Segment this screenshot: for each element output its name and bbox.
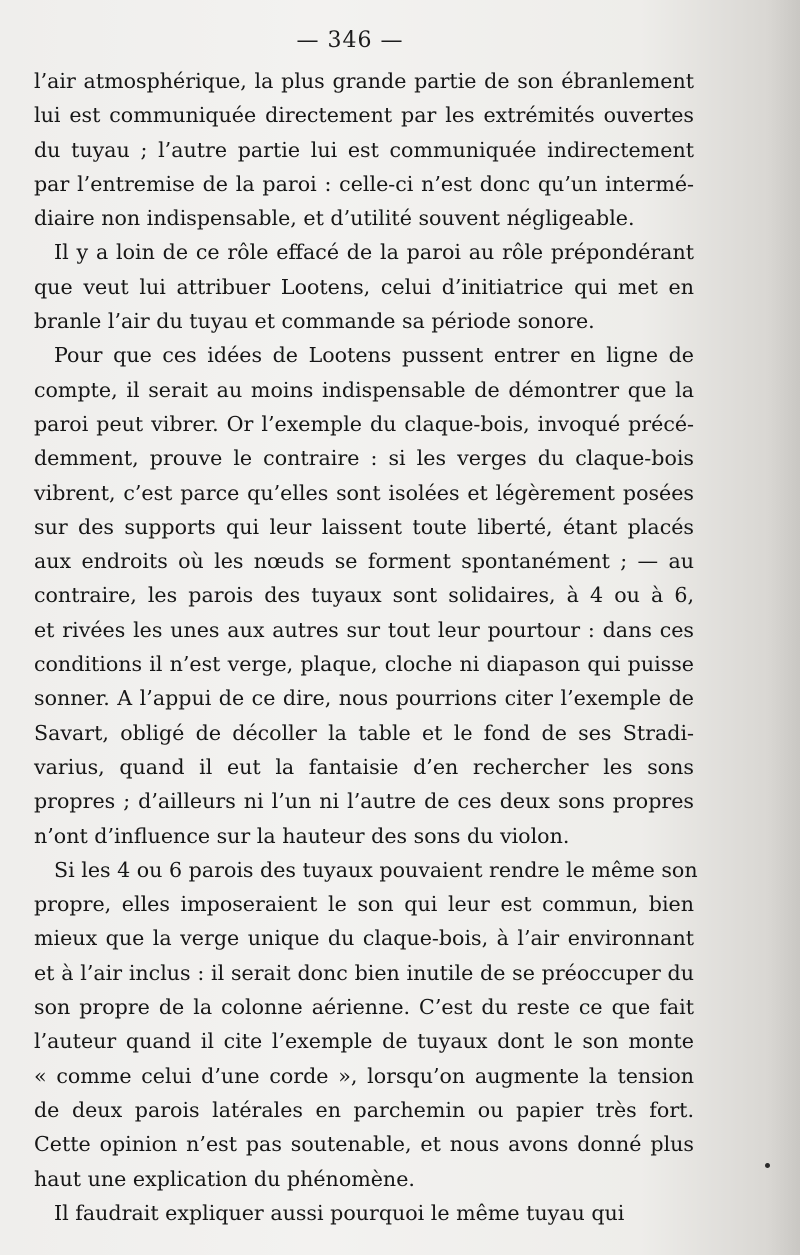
text-line: propre, elles imposeraient le son qui leur est commun, bien xyxy=(34,892,694,917)
text-line: « comme celui d’une corde », lorsqu’on augmente la tension xyxy=(34,1063,694,1088)
text-line: n’ont d’influence sur la hauteur des sons du violon. xyxy=(34,823,570,848)
text-line: et rivées les unes aux autres sur tout leur pourtour : dans ces xyxy=(34,617,694,642)
text-line: et à l’air inclus : il serait donc bien inutile de se préoccuper du xyxy=(34,960,694,985)
text-line: diaire non indispensable, et d’utilité souvent négligeable. xyxy=(34,206,635,231)
body-text xyxy=(34,64,698,1230)
text-line: haut une explication du phénomène. xyxy=(34,1166,415,1191)
text-line: Il y a loin de ce rôle effacé de la paroi au rôle prépondérant xyxy=(54,240,694,265)
text-line: varius, quand il eut la fantaisie d’en rechercher les sons xyxy=(34,754,694,779)
text-line: l’air atmosphérique, la plus grande partie de son ébranlement xyxy=(34,69,694,93)
text-line: aux endroits où les nœuds se forment spontanément ; — au xyxy=(34,549,694,574)
text-line: par l’entremise de la paroi : celle-ci n’est donc qu’un intermé- xyxy=(34,171,694,196)
text-line: sur des supports qui leur laissent toute liberté, étant placés xyxy=(34,514,694,539)
text-line: Il faudrait expliquer aussi pourquoi le même tuyau qui xyxy=(54,1200,625,1225)
text-line: demment, prouve le contraire : si les verges du claque-bois xyxy=(34,446,694,471)
ink-spot xyxy=(765,1163,770,1168)
text-line: de deux parois latérales en parchemin ou papier très fort. xyxy=(34,1097,694,1122)
text-line: contraire, les parois des tuyaux sont solidaires, à 4 ou à 6, xyxy=(34,583,694,608)
text-line: propres ; d’ailleurs ni l’un ni l’autre de ces deux sons propres xyxy=(34,789,694,814)
text-line: mieux que la verge unique du claque-bois, à l’air environnant xyxy=(34,926,694,951)
text-line: branle l’air du tuyau et commande sa période sonore. xyxy=(34,309,595,334)
text-line: l’auteur quand il cite l’exemple de tuyaux dont le son monte xyxy=(34,1029,694,1054)
text-line: paroi peut vibrer. Or l’exemple du claque-bois, invoqué précé- xyxy=(34,411,694,436)
text-line: Savart, obligé de décoller la table et le fond de ses Stradi- xyxy=(34,720,694,745)
text-line: lui est communiquée directement par les extrémités ouvertes xyxy=(34,103,694,128)
text-line: Pour que ces idées de Lootens pussent entrer en ligne de xyxy=(54,343,694,368)
text-line: son propre de la colonne aérienne. C’est du reste ce que fait xyxy=(34,995,694,1020)
text-line: Si les 4 ou 6 parois des tuyaux pouvaient rendre le même son xyxy=(54,857,698,882)
text-line: du tuyau ; l’autre partie lui est communiquée indirectement xyxy=(34,137,694,162)
text-line: compte, il serait au moins indispensable de démontrer que la xyxy=(34,377,694,402)
text-line: Cette opinion n’est pas soutenable, et nous avons donné plus xyxy=(34,1132,694,1157)
page-number: — 346 — xyxy=(296,28,404,53)
text-line: vibrent, c’est parce qu’elles sont isolées et légèrement posées xyxy=(34,480,694,505)
text-line: conditions il n’est verge, plaque, cloche ni diapason qui puisse xyxy=(34,652,694,677)
text-line: sonner. A l’appui de ce dire, nous pourrions citer l’exemple de xyxy=(34,686,694,711)
text-line: que veut lui attribuer Lootens, celui d’initiatrice qui met en xyxy=(34,274,694,299)
